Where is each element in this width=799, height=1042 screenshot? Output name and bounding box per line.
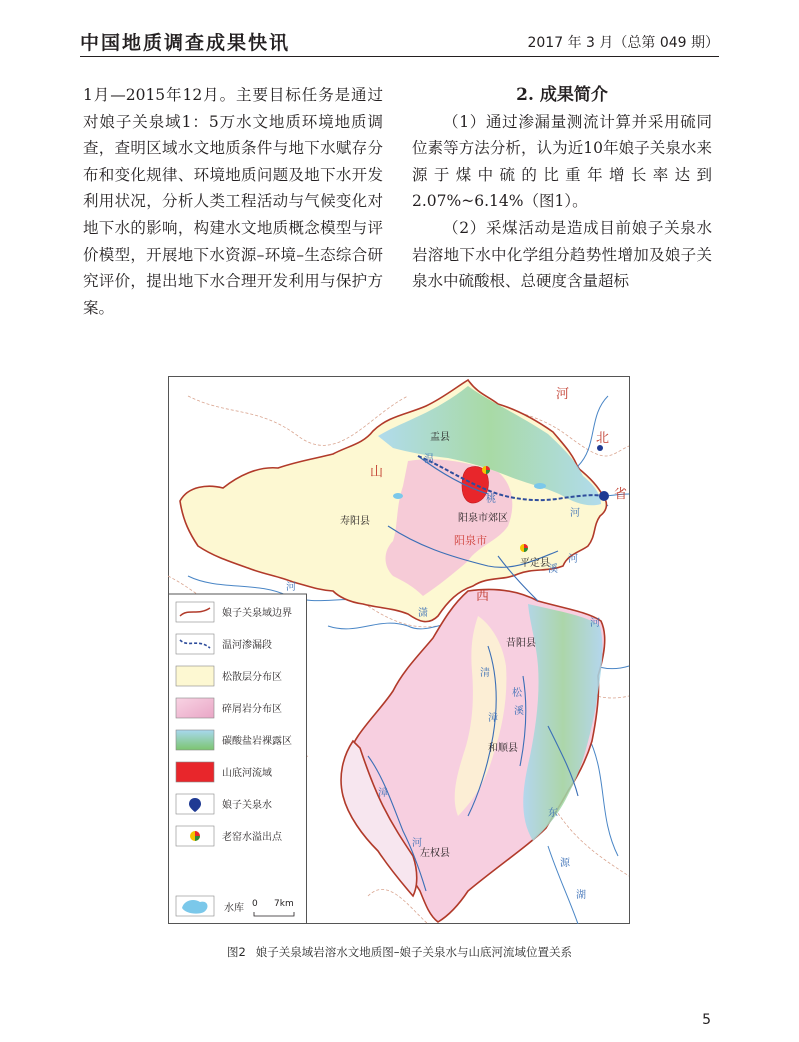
label-pingding: 平定县 [520,558,550,569]
legend-carbonate-label: 碳酸盐岩裸露区 [222,736,292,747]
label-bei: 北 [596,431,610,446]
legend-seepage-label: 温河渗漏段 [222,640,272,651]
journal-title: 中国地质调查成果快讯 [80,32,291,54]
legend-clastic-swatch [176,698,214,718]
label-xi-1: 溪 [548,564,558,575]
label-he-6: 河 [412,838,422,849]
result-paragraph-1: （1）通过渗漏量测流计算并采用硫同位素等方法分析，认为近10年娘子关泉水来源于煤中硫的比重年增长率达到2.07%~6.14%（图1）。 [412,112,712,211]
legend-shandihe-label: 山底河流域 [222,768,272,779]
legend-shandihe-swatch [176,762,214,782]
figure-caption [0,944,799,960]
legend [169,594,307,924]
label-he-1: 河 [556,387,570,402]
legend-reservoir-label: 水库 [224,903,244,914]
label-tao: 桃 [486,494,496,505]
label-hu: 湖 [576,890,586,901]
label-yangquan: 阳泉市 [454,534,487,547]
label-song: 松 [512,688,522,699]
label-shan: 山 [370,465,384,480]
label-xiyang: 昔阳县 [506,638,536,649]
result-paragraph-2: （2）采煤活动是造成目前娘子关泉水岩溶地下水中化学组分趋势性增加及娘子关泉水中硫酸根、总硬度含量超标 [412,218,712,291]
caption-number: 图2 [226,945,246,959]
label-xi-2: 溪 [514,706,524,717]
legend-old-kiln-label: 老窑水溢出点 [222,832,282,843]
niangziguan-spring-marker [599,491,609,501]
page-header [80,22,719,52]
label-mengxian: 盂县 [430,432,450,443]
label-yuan: 源 [560,858,570,869]
legend-loose-swatch [176,666,214,686]
label-xiao: 潇 [418,608,428,619]
right-column [412,82,712,295]
legend-clastic-label: 碎屑岩分布区 [222,704,282,715]
label-zuoquan: 左权县 [420,848,450,859]
label-qingzhang-2: 漳 [378,788,388,799]
label-he-4: 河 [286,582,296,593]
left-column [83,82,383,321]
issue-info: 2017 年 3 月（总第 049 期） [527,35,719,51]
scale-zero: 0 [252,899,258,909]
label-heshun: 和顺县 [488,743,518,754]
map-svg [168,376,630,924]
legend-boundary-label: 娘子关泉域边界 [222,608,292,619]
label-xi: 西 [476,589,490,604]
section-title: 2. 成果简介 [516,85,608,105]
label-he-2: 河 [570,508,580,519]
label-wen: 温 [424,454,434,465]
label-qing: 清 [480,668,490,679]
legend-carbonate-swatch [176,730,214,750]
page-number: 5 [702,1012,711,1028]
label-dong: 东 [548,808,558,819]
label-he-5: 河 [590,618,600,629]
legend-spring-label: 娘子关泉水 [222,800,272,811]
header-rule [80,56,719,57]
legend-old-kiln-icon [190,831,200,841]
hydrogeology-map [168,376,630,924]
label-sheng: 省 [614,487,628,502]
caption-text: 娘子关泉域岩溶水文地质图–娘子关泉水与山底河流域位置关系 [255,945,573,959]
legend-loose-label: 松散层分布区 [222,672,282,683]
label-shouyang: 寿阳县 [340,516,370,527]
left-paragraph: 1月—2015年12月。主要目标任务是通过对娘子关泉域1：5万水文地质环境地质调查，查明区域水文地质条件与地下水赋存分布和变化规律、环境地质问题及地下水开发利用状况，分析人类工程活动与气候变化对地下水的影响，构建水文地质概念模型与评价模型，开展地下水资源–环境–生态综合研究评价，提出地下水合理开发利用与保护方案。 [83,86,383,317]
label-yangquan-suburb: 阳泉市郊区 [458,513,508,524]
scale-km: 7km [274,899,294,909]
label-zhang: 漳 [488,713,498,724]
label-he-3: 河 [568,554,578,565]
